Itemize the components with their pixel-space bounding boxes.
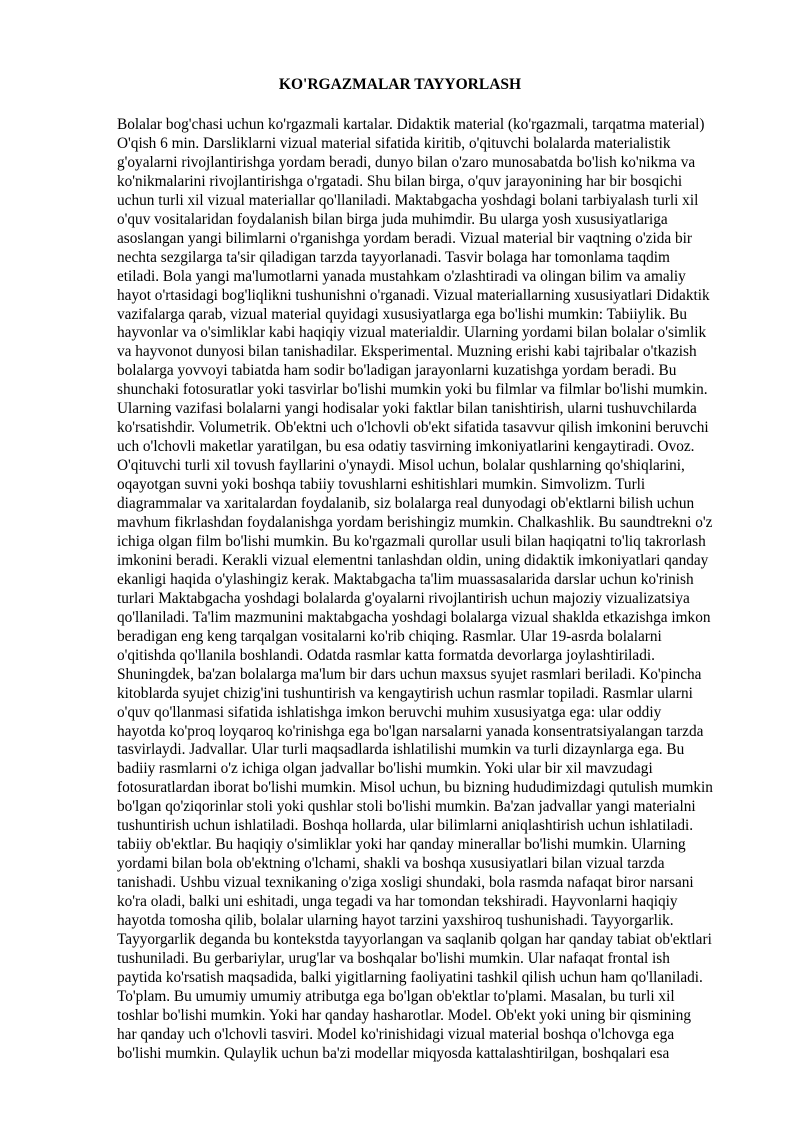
body-text-line: tanishadi. Ushbu vizual texnikaning o'ziga xosligi shundaki, bola rasmda nafaqat biror narsani — [117, 874, 694, 892]
body-text-line: kitoblarda syujet chizig'ini tushuntirish va kengaytirish uchun rasmlar topiladi. Rasmlar ularni — [117, 684, 693, 702]
body-text-line: fotosuratlardan iborat bo'lishi mumkin. Misol uchun, bu bizning hududimizdagi qutulish mumkin — [117, 779, 713, 797]
body-text-line: uchun turli xil vizual materiallar qo'llaniladi. Maktabgacha yoshdagi bolani tarbiyalash turli xil — [117, 191, 699, 209]
body-text-line: hayotda ko'proq loyqaroq ko'rinishga ega bo'lgan narsalarni yanada konsentratsiyalangan tarzda — [117, 722, 704, 740]
body-text-line: mavhum fikrlashdan foydalanishga yordam berishingiz mumkin. Chalkashlik. Bu saundtrekni o'z — [117, 514, 713, 532]
body-text-line: ko'nikmalarini rivojlantirishga o'rgatadi. Shu bilan birga, o'quv jarayonining har bir bosqichi — [117, 172, 683, 190]
body-text-line: tabiiy ob'ektlar. Bu haqiqiy o'simliklar yoki har qanday minerallar bo'lishi mumkin. Ularning — [117, 836, 686, 854]
body-text-line: tushuntirish uchun ishlatiladi. Boshqa hollarda, ular bilimlarni aniqlashtirish uchun ishlatiladi. — [117, 817, 694, 835]
body-text-line: nechta sezgilarga ta'sir qiladigan tarzda tayyorlanadi. Tasvir bolaga har tomonlama taqdim — [117, 248, 670, 266]
body-text-line: asoslangan yangi bilimlarni o'rganishga yordam beradi. Vizual material bir vaqtning o'zida bir — [117, 229, 692, 247]
body-text-line: tushuniladi. Bu gerbariylar, urug'lar va boshqalar bo'lishi mumkin. Ular nafaqat frontal ish — [117, 949, 670, 967]
body-text-line: o'qitishda qo'llanila boshlandi. Odatda rasmlar katta formatda devorlarga joylashtiriladi. — [117, 646, 655, 664]
body-text-line: Shuningdek, ba'zan bolalarga ma'lum bir dars uchun maxsus syujet rasmlari beriladi. Ko'pincha — [117, 665, 702, 683]
body-text-line: ekanligi haqida o'ylashingiz kerak. Maktabgacha ta'lim muassasalarida darslar uchun ko'rinish — [117, 570, 694, 588]
body-text-line: har qanday uch o'lchovli tasviri. Model ko'rinishidagi vizual material boshqa o'lchovga ega — [117, 1025, 675, 1043]
body-text-line: bolalarga yovvoyi tabiatda ham sodir bo'ladigan jarayonlarni kuzatishga yordam beradi. Bu — [117, 362, 677, 380]
body-text-line: turlari Maktabgacha yoshdagi bolalarda g'oyalarni rivojlantirish uchun majoziy vizualizatsiya — [117, 589, 690, 607]
body-text-line: Ularning vazifasi bolalarni yangi hodisalar yoki faktlar bilan tanishtirish, ularni tushuvchilarda — [117, 400, 697, 418]
body-text-line: O'qituvchi turli xil tovush fayllarini o'ynaydi. Misol uchun, bolalar qushlarning qo'shiqlarini, — [117, 457, 685, 475]
document-title: KO'RGAZMALAR TAYYORLASH — [278, 76, 522, 93]
body-text-line: o'quv vositalaridan foydalanish bilan birga juda muhimdir. Bu ularga yosh xususiyatlariga — [117, 210, 668, 228]
body-text-line: hayvonlar va o'simliklar kabi haqiqiy vizual materialdir. Ularning yordami bilan bolalar o'simlik — [117, 324, 707, 342]
body-text-line: shunchaki fotosuratlar yoki tasvirlar bo'lishi mumkin yoki bu filmlar va filmlar bo'lishi mumkin. — [117, 381, 708, 399]
body-text-line: ichiga olgan film bo'lishi mumkin. Bu ko'rgazmali qurollar usuli bilan haqiqatni to'liq takrorlash — [117, 532, 706, 550]
body-text-line: Tayyorgarlik deganda bu kontekstda tayyorlangan va saqlanib qolgan har qanday tabiat ob'ektlari — [117, 930, 712, 948]
body-text-line: vazifalarga qarab, vizual material quyidagi xususiyatlarga ega bo'lishi mumkin: Tabiiylik. Bu — [117, 305, 688, 323]
body-text-line: g'oyalarni rivojlantirishga yordam beradi, dunyo bilan o'zaro munosabatda bo'lish ko'nikma va — [117, 153, 696, 171]
body-text-line: ko'rsatishdir. Volumetrik. Ob'ektni uch o'lchovli ob'ekt sifatida tasavvur qilish imkonini beruvchi — [117, 419, 709, 437]
body-text-line: hayotda tomosha qilib, bolalar ularning hayot tarzini yaxshiroq tushunishadi. Tayyorgarlik. — [117, 912, 674, 930]
body-text-line: tasvirlaydi. Jadvallar. Ular turli maqsadlarda ishlatilishi mumkin va turli dizaynlarga ega. Bu — [117, 741, 685, 759]
body-text-line: imkonini beradi. Kerakli vizual elementni tanlashdan oldin, uning didaktik imkoniyatlari qanday — [117, 551, 709, 569]
body-text-line: paytida ko'rsatish maqsadida, balki yigitlarning faoliyatini tashkil qilish uchun ham qo'llaniladi. — [117, 968, 703, 986]
body-text-line: toshlar bo'lishi mumkin. Yoki har qanday hasharotlar. Model. Ob'ekt yoki uning bir qismining — [117, 1006, 692, 1024]
body-text-line: hayot o'rtasidagi bog'liqlikni tushunishni o'rganadi. Vizual materiallarning xususiyatlari Didaktik — [117, 286, 710, 304]
body-text-line: bo'lgan qo'ziqorinlar stoli yoki qushlar stoli bo'lishi mumkin. Ba'zan jadvallar yangi materialni — [117, 798, 696, 816]
body-text-line: ko'ra oladi, balki uni eshitadi, unga tegadi va har tomondan tekshiradi. Hayvonlarni haqiqiy — [117, 893, 678, 911]
body-text-line: beradigan eng keng tarqalgan vositalarni ko'rib chiqing. Rasmlar. Ular 19-asrda bolalarni — [117, 627, 662, 645]
body-text-line: etiladi. Bola yangi ma'lumotlarni yanada mustahkam o'zlashtiradi va olingan bilim va amaliy — [117, 267, 686, 285]
body-text-line: va hayvonot dunyosi bilan tanishadilar. Eksperimental. Muzning erishi kabi tajribalar o'tkazish — [117, 343, 697, 361]
body-text-line: qo'llaniladi. Ta'lim mazmunini maktabgacha yoshdagi bolalarga vizual shaklda etkazishga imkon — [117, 608, 711, 626]
body-text-line: To'plam. Bu umumiy umumiy atributga ega bo'lgan ob'ektlar to'plami. Masalan, bu turli xil — [117, 987, 675, 1005]
body-text-line: bo'lishi mumkin. Qulaylik uchun ba'zi modellar miqyosda kattalashtirilgan, boshqalari esa — [117, 1044, 670, 1062]
body-text-line: Bolalar bog'chasi uchun ko'rgazmali kartalar. Didaktik material (ko'rgazmali, tarqatma material) — [117, 116, 705, 133]
body-text-line: o'quv qo'llanmasi sifatida ishlatishga imkon beruvchi muhim xususiyatga ega: ular oddiy — [117, 703, 662, 721]
body-text-line: oqayotgan suvni yoki boshqa tabiiy tovushlarni eshitishlari mumkin. Simvolizm. Turli — [117, 476, 646, 494]
body-text-line: O'qish 6 min. Darsliklarni vizual material sifatida kiritib, o'qituvchi bolalarda materialistik — [117, 134, 671, 152]
body-text-line: uch o'lchovli maketlar yaratilgan, bu esa odatiy tasvirning imkoniyatlarini kengaytiradi. Ovoz. — [117, 438, 695, 456]
document-body — [117, 116, 757, 1064]
body-text-line: diagrammalar va xaritalardan foydalanib, siz bolalarga real dunyodagi ob'ektlarni bilish uchun — [117, 495, 695, 513]
body-text-line: badiiy rasmlarni o'z ichiga olgan jadvallar bo'lishi mumkin. Yoki ular bir xil mavzudagi — [117, 760, 653, 778]
body-text-line: yordami bilan bola ob'ektning o'lchami, shakli va boshqa xususiyatlari bilan vizual tarzda — [117, 855, 665, 873]
